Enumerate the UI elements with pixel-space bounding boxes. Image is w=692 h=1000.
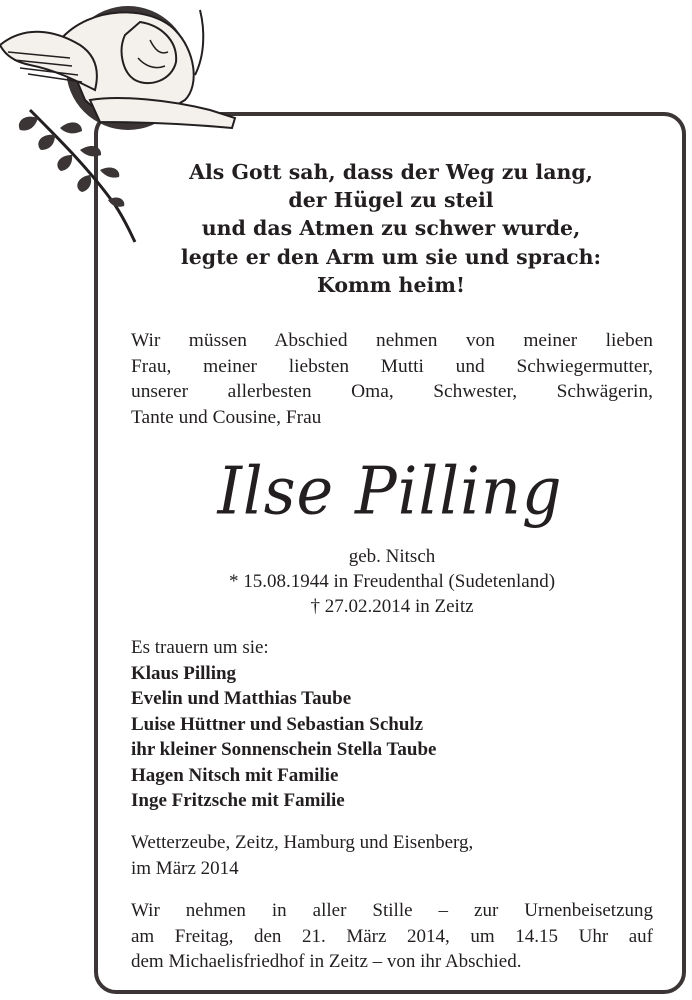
poem-line: Als Gott sah, dass der Weg zu lang, [189,160,593,184]
intro-line: unserer allerbesten Oma, Schwester, Schwägerin, [131,381,653,402]
funeral-line: am Freitag, den 21. März 2014, um 14.15 Uhr auf [131,925,653,947]
deceased-name-text: Ilse Pilling [217,453,563,529]
date-line: im März 2014 [131,857,239,879]
intro-line: Frau, meiner liebsten Mutti und Schwiegermutter, [131,355,653,377]
mourner: Hagen Nitsch mit Familie [131,764,339,786]
mourner: Inge Fritzsche mit Familie [131,790,345,811]
mourner: ihr kleiner Sonnenschein Stella Taube [131,739,437,760]
intro-line: Wir müssen Abschied nehmen von meiner lieben [131,330,653,351]
place-date [131,830,653,881]
funeral-line: dem Michaelisfriedhof in Zeitz – von ihr Abschied. [131,951,522,972]
mourner: Evelin und Matthias Taube [131,688,352,709]
poem-line: legte er den Arm um sie und sprach: [180,244,602,269]
mourner: Luise Hüttner und Sebastian Schulz [131,713,424,735]
place-line: Wetterzeube, Zeitz, Hamburg und Eisenberg, [131,832,474,853]
mourner: Klaus Pilling [131,662,237,684]
intro-text [131,328,653,430]
mourners-heading: Es trauern um sie: [131,637,269,658]
maiden-name: geb. Nitsch [348,546,436,567]
funeral-line: Wir nehmen in aller Stille – zur Urnenbeisetzung [131,900,653,921]
death-date: † 27.02.2014 in Zeitz [310,596,474,617]
deceased-name [200,440,580,550]
funeral-note [131,898,653,975]
poem [130,158,652,299]
mourners [131,635,653,814]
poem-line: und das Atmen zu schwer wurde, [201,216,581,241]
poem-line: der Hügel zu steil [288,188,494,213]
birth-info [131,544,653,619]
poem-line: Komm heim! [317,272,465,297]
birth-date: * 15.08.1944 in Freudenthal (Sudetenland) [228,571,556,592]
intro-line: Tante und Cousine, Frau [131,406,322,428]
